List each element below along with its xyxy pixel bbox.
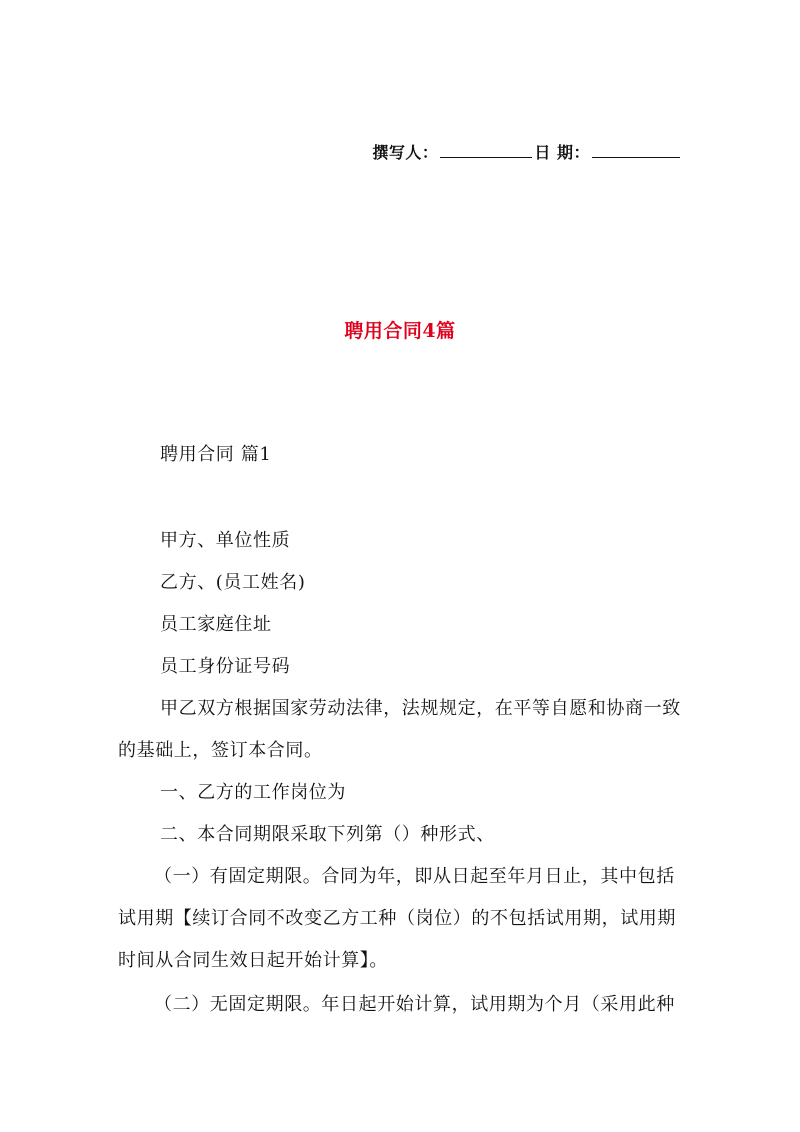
line-intro-1: 甲乙双方根据国家劳动法律，法规规定，在平等自愿和协商一致 — [160, 698, 681, 719]
line-party-b: 乙方、(员工姓名) — [160, 572, 306, 593]
line-fixed-2: 试用期【续订合同不改变乙方工种（岗位）的不包括试用期，试用期 — [118, 908, 676, 929]
document-title: 聘用合同4篇 — [344, 320, 456, 342]
line-fixed-3: 时间从合同生效日起开始计算】。 — [118, 950, 388, 971]
line-address: 员工家庭住址 — [160, 614, 272, 635]
date-blank — [592, 156, 680, 158]
line-party-a: 甲方、单位性质 — [160, 530, 291, 551]
date-label: 日 期： — [534, 143, 590, 162]
author-label: 撰写人： — [372, 143, 439, 162]
author-blank — [440, 156, 532, 158]
line-intro-2: 的基础上，签订本合同。 — [118, 740, 323, 761]
line-clause-1: 一、乙方的工作岗位为 — [160, 782, 346, 803]
line-clause-2: 二、本合同期限采取下列第（）种形式、 — [160, 824, 495, 845]
line-open-1: （二）无固定期限。年日起开始计算，试用期为个月（采用此种 — [154, 994, 675, 1015]
line-id-number: 员工身份证号码 — [160, 656, 291, 677]
section-heading: 聘用合同 篇1 — [160, 444, 272, 465]
line-fixed-1: （一）有固定期限。合同为年，即从日起至年月日止，其中包括 — [154, 866, 675, 887]
author-date-line — [372, 140, 682, 163]
